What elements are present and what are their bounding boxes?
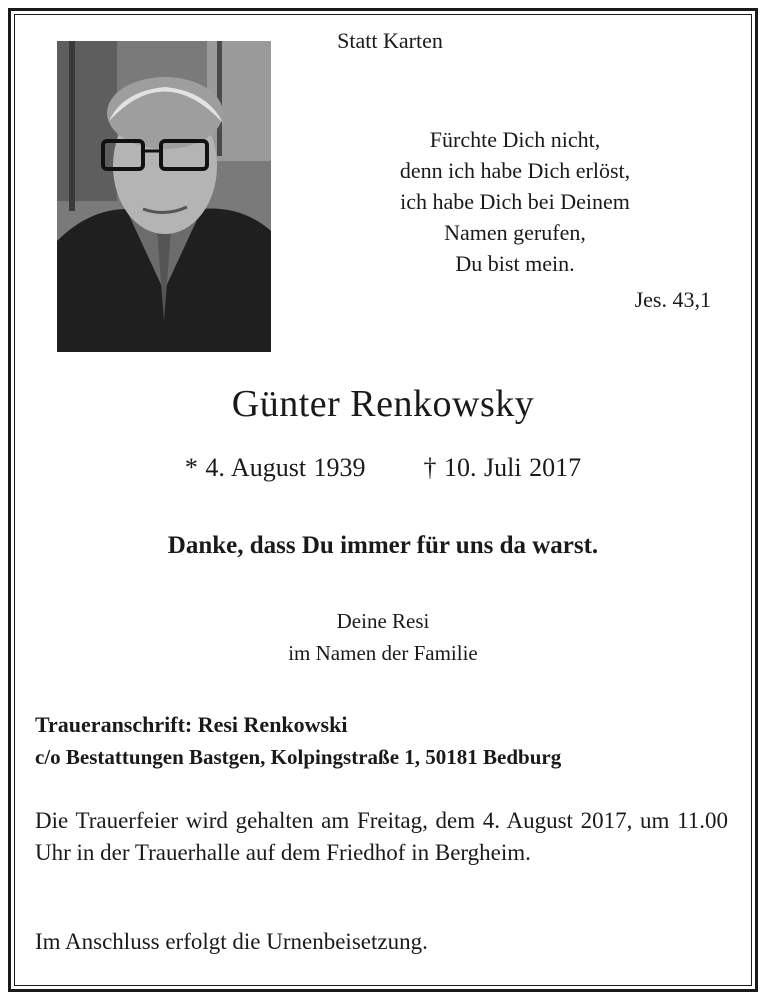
thanks-line: Danke, dass Du immer für uns da warst. — [167, 532, 599, 559]
verse-line: Namen gerufen, — [444, 220, 586, 245]
verse-line: Fürchte Dich nicht, — [429, 127, 601, 152]
mourning-address — [35, 708, 735, 774]
verse-reference: Jes. 43,1 — [634, 287, 711, 312]
address-line-2: c/o Bestattungen Bastgen, Kolpingstraße 1, 50181 Bedburg — [35, 745, 562, 769]
bible-verse — [330, 124, 700, 279]
life-dates — [0, 453, 766, 483]
address-line-1: Traueranschrift: Resi Renkowski — [35, 712, 348, 737]
statt-karten-heading: Statt Karten — [337, 28, 443, 53]
verse-line: Du bist mein. — [455, 251, 575, 276]
signers — [0, 605, 766, 669]
deceased-name: Günter Renkowsky — [231, 383, 535, 425]
signer-family: im Namen der Familie — [288, 641, 478, 665]
signer-name: Deine Resi — [336, 609, 430, 633]
portrait-photo — [57, 41, 271, 352]
death-date: † 10. Juli 2017 — [423, 453, 582, 482]
closing-text: Im Anschluss erfolgt die Urnenbeisetzung. — [35, 929, 428, 954]
birth-date: * 4. August 1939 — [184, 453, 366, 482]
verse-line: ich habe Dich bei Deinem — [400, 189, 630, 214]
ceremony-text: Die Trauerfeier wird gehalten am Freitag, dem 4. August 2017, um 11.00 Uhr in der Trauerhalle auf dem Friedhof in Bergheim. — [35, 808, 728, 865]
verse-line: denn ich habe Dich erlöst, — [399, 158, 631, 183]
